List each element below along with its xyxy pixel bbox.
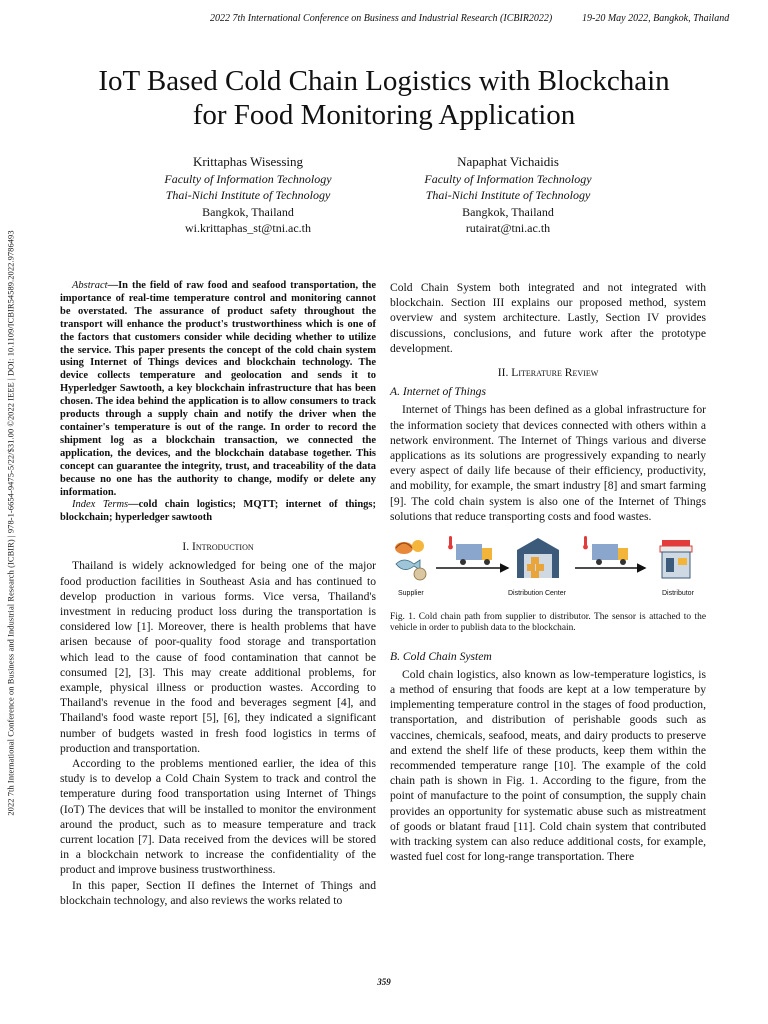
side-copyright-note	[6, 158, 16, 888]
author-faculty: Faculty of Information Technology	[164, 171, 332, 186]
page-number: 359	[377, 977, 391, 987]
warehouse-icon	[517, 538, 559, 578]
section-heading-introduction: I. Introduction	[182, 540, 254, 554]
thermometer-icon	[583, 536, 588, 549]
title-line-1: IoT Based Cold Chain Logistics with Blockchain	[98, 65, 670, 97]
paper-title	[40, 64, 728, 132]
index-terms-text: —cold chain logistics; MQTT; internet of things; blockchain; hyperledger sawtooth	[60, 499, 377, 524]
right-column	[390, 280, 706, 864]
index-terms-label: Index Terms	[72, 499, 129, 511]
index-terms	[60, 499, 376, 525]
intro-paragraph-1: Thailand is widely acknowledged for being one of the major food production facilities in Southeast Asia and has continued to develop production in various forms. Vice versa, Thailand's investment in reducing product loss during the transportation is considered low [1]. Moreover, there is health problems that have arisen because of poor-quality food storage and transportation which lead to the cause of food contamination that cannot be consumed [2], [3]. This may create additional problems, for example, physical illness or production wastes. According to Thailand's revenue in the food and beverages segment [4], and Thailand's food waste report [5], [6], they indicated a significant number of budgets wasted in fresh food logistics in terms of production and transportation.	[60, 559, 376, 755]
section-heading-literature-review: II. Literature Review	[497, 366, 599, 380]
truck-icon	[456, 544, 492, 565]
label-distribution-center: Distribution Center	[508, 590, 566, 598]
figure-caption: Fig. 1. Cold chain path from supplier to distributor. The sensor is attached to the vehicle in order to publish data to the blockchain.	[390, 612, 706, 634]
label-supplier: Supplier	[398, 590, 424, 598]
header-date: 19-20 May 2022, Bangkok, Thailand	[582, 13, 730, 24]
figure-cold-chain-path	[390, 534, 706, 604]
continued-paragraph: Cold Chain System both integrated and not integrated with blockchain. Section III explains our proposed method, system overview and system architecture. Lastly, Section IV provides discussions, conclusions, and future work after the prototype development.	[390, 281, 706, 355]
thermometer-icon	[448, 536, 453, 549]
running-header	[0, 13, 768, 29]
author-institute: Thai-Nichi Institute of Technology	[425, 188, 591, 202]
author-city: Bangkok, Thailand	[462, 204, 554, 219]
abstract-label: Abstract	[72, 280, 108, 291]
author-email: rutairat@tni.ac.th	[465, 221, 551, 235]
cold-chain-paragraph: Cold chain logistics, also known as low-temperature logistics, is a method of ensuring that foods are kept at a low temperature by implementing temperature control in the stages of food production, transportation, and distribution of perishable goods such as vaccines, chemicals, seafood, meats, and dairy products to preserve and extend the shelf life of these products, keep them within the recommended temperature range [10]. The example of the cold chain path is shown in Fig. 1. According to the figure, from the point of manufacture to the point of consumption, the supply chain provides an opportunity for systematic abuse such as mistreatment of goods or blatant fraud [11]. Cold chain system that contributed with tracking system can also reduce additional costs, for example, wasted fuel cost for long-range transportation. There	[390, 667, 706, 864]
supplier-food-icon	[395, 540, 426, 580]
truck-icon	[592, 544, 628, 565]
intro-paragraph-3: In this paper, Section II defines the Internet of Things and blockchain technology, and also reviews the works related to	[60, 878, 376, 907]
abstract-text: —In the field of raw food and seafood transportation, the importance of real-time temperature control and monitoring cannot be overstated. The assurance of product safety throughout the transport will enhance the product's trustworthiness which is one of the factors that customers consider while deciding whether to utilize the service. This paper presents the concept of the cold chain system using Internet of Things devices and blockchain technology. The device collects temperature and geolocation and sends it to Hyperledger Sawtooth, a key blockchain infrastructure that has been chosen. The idea behind the application is to allow consumers to track products through a supply chain and notify the driver when the container's temperature is out of the range. In order to record the shipment log as a blockchain transaction, we connected the application, the devices, and the blockchain database together. This concept can guarantee the integrity, trust, and traceability of the data because no one has the authority to change, modify or delete any information.	[60, 280, 376, 498]
header-conference: 2022 7th International Conference on Business and Industrial Research (ICBIR2022)	[210, 13, 553, 24]
subsection-heading-cold-chain: B. Cold Chain System	[390, 649, 492, 663]
title-line-2: for Food Monitoring Application	[192, 99, 576, 131]
left-column	[60, 280, 376, 908]
author-block-1	[118, 154, 378, 237]
abstract	[60, 280, 376, 499]
author-block-2	[378, 154, 638, 237]
author-city: Bangkok, Thailand	[202, 204, 294, 219]
distributor-store-icon	[660, 540, 692, 578]
intro-paragraph-2: According to the problems mentioned earlier, the idea of this study is to develop a Cold Chain System to track and control the temperature during food transportation using Internet of Things (IoT) The devices that will be installed to monitor the environment around the product, such as to measure temperature and track current location [7]. Data received from the devices will be stored in a blockchain network to increase the confidentiality of the product and improve business trustworthiness.	[60, 757, 376, 877]
author-institute: Thai-Nichi Institute of Technology	[165, 188, 331, 202]
subsection-heading-iot: A. Internet of Things	[390, 385, 486, 399]
author-faculty: Faculty of Information Technology	[424, 171, 592, 186]
iot-paragraph: Internet of Things has been defined as a global infrastructure for the information society that devices connected with others within a network environment. The Internet of Things various and diverse applications as its solutions are progressively expanding to nearly every aspect of daily life because of their efficiency, productivity, and mobility, for example, the smart industry [8] and smart farming [9]. The cold chain system is also one of the Internet of Things solutions that reduce transporting costs and food wastes.	[390, 403, 706, 523]
author-email: wi.krittaphas_st@tni.ac.th	[184, 221, 312, 235]
label-distributor: Distributor	[662, 590, 694, 598]
author-name: Krittaphas Wisessing	[192, 154, 304, 169]
author-name: Napaphat Vichaidis	[457, 154, 559, 169]
side-note-text: 2022 7th International Conference on Business and Industrial Research (ICBIR) | 978-1-6654-9475-5/22/$31.00 ©2022 IEEE | DOI: 10.1109/ICBIR54589.2022.9786493	[6, 230, 16, 816]
cold-chain-diagram	[390, 534, 706, 594]
